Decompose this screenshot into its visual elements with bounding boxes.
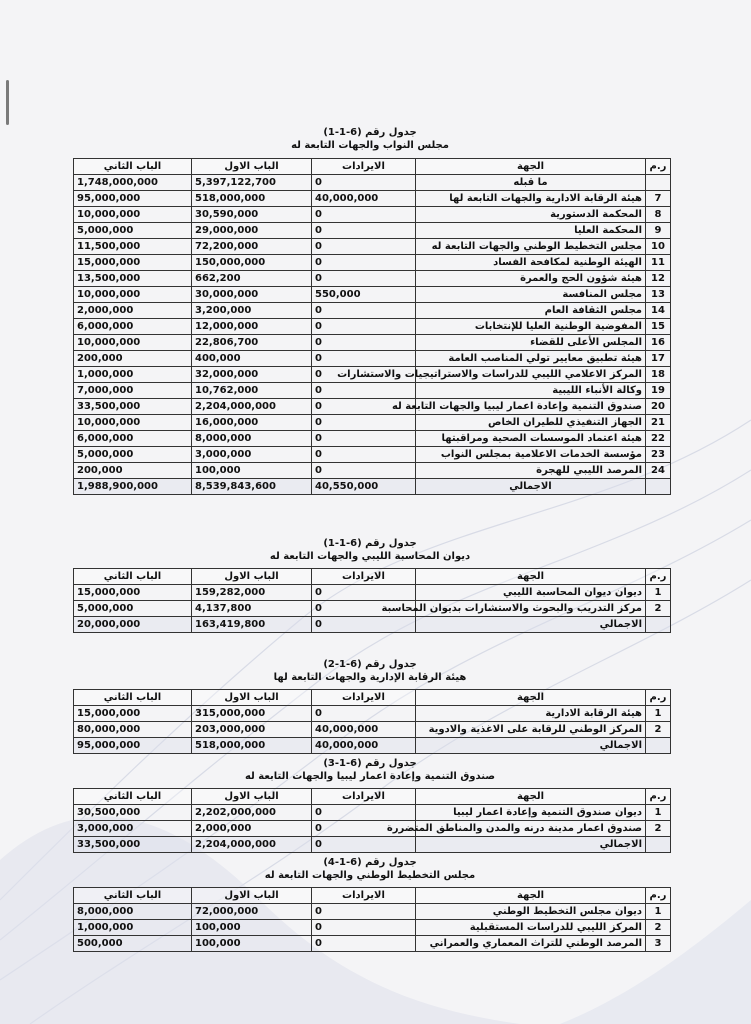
cell-entity: الجهاز التنفيذي للطيران الخاص <box>416 415 646 431</box>
cell-idx: 19 <box>646 383 671 399</box>
cell-chapter1: 12,000,000 <box>192 319 312 335</box>
cell-entity: المفوضية الوطنية العليا للإنتخابات <box>416 319 646 335</box>
cell-chapter2: 200,000 <box>74 351 192 367</box>
table-row-total <box>74 738 671 754</box>
table-row <box>74 447 671 463</box>
cell-idx: 24 <box>646 463 671 479</box>
cell-entity: مجلس الثقافة العام <box>416 303 646 319</box>
cell-chapter2: 95,000,000 <box>74 738 192 754</box>
col-header-chapter1: الباب الاول <box>192 789 312 805</box>
cell-revenue: 0 <box>312 335 416 351</box>
table3-title: هيئة الرقابة الإدارية والجهات التابعة لها <box>273 672 467 683</box>
cell-idx: 1 <box>646 706 671 722</box>
cell-idx: 8 <box>646 207 671 223</box>
cell-chapter2: 1,988,900,000 <box>74 479 192 495</box>
cell-revenue: 40,000,000 <box>312 738 416 754</box>
table-row <box>74 239 671 255</box>
cell-chapter2: 10,000,000 <box>74 207 192 223</box>
cell-chapter2: 7,000,000 <box>74 383 192 399</box>
table-row-total <box>74 479 671 495</box>
cell-idx: 1 <box>646 805 671 821</box>
col-header-entity: الجهة <box>416 690 646 706</box>
cell-chapter2: 2,000,000 <box>74 303 192 319</box>
table3 <box>73 689 671 754</box>
col-header-revenue: الايرادات <box>312 888 416 904</box>
col-header-idx: ر.م <box>646 789 671 805</box>
cell-entity: هيئة اعتماد الموسسات الصحية ومراقبتها <box>416 431 646 447</box>
table-row <box>74 585 671 601</box>
table4-number: جدول رقم (6-1-3) <box>323 758 417 769</box>
col-header-entity: الجهة <box>416 159 646 175</box>
cell-revenue: 40,000,000 <box>312 722 416 738</box>
cell-revenue: 0 <box>312 585 416 601</box>
cell-revenue: 0 <box>312 617 416 633</box>
cell-entity: المركز الوطني للرقابة على الاغذية والادوية <box>416 722 646 738</box>
cell-idx: 2 <box>646 722 671 738</box>
cell-revenue: 0 <box>312 175 416 191</box>
cell-entity: هيئة الرقابة الادارية <box>416 706 646 722</box>
table5-title: مجلس التخطيط الوطني والجهات التابعة له <box>264 870 476 881</box>
cell-revenue: 0 <box>312 415 416 431</box>
cell-chapter2: 6,000,000 <box>74 319 192 335</box>
cell-idx: 11 <box>646 255 671 271</box>
cell-chapter1: 22,806,700 <box>192 335 312 351</box>
cell-chapter1: 72,000,000 <box>192 904 312 920</box>
cell-idx: 7 <box>646 191 671 207</box>
cell-revenue: 0 <box>312 936 416 952</box>
cell-chapter1: 30,590,000 <box>192 207 312 223</box>
table-row <box>74 383 671 399</box>
cell-entity: المركز الليبي للدراسات المستقبلية <box>416 920 646 936</box>
cell-chapter1: 100,000 <box>192 920 312 936</box>
cell-chapter2: 1,000,000 <box>74 367 192 383</box>
table-row <box>74 319 671 335</box>
table5 <box>73 887 671 952</box>
cell-revenue: 0 <box>312 821 416 837</box>
table-row <box>74 223 671 239</box>
cell-chapter2: 11,500,000 <box>74 239 192 255</box>
cell-chapter2: 500,000 <box>74 936 192 952</box>
table3-number: جدول رقم (6-1-2) <box>323 659 417 670</box>
cell-chapter2: 6,000,000 <box>74 431 192 447</box>
cell-idx: 20 <box>646 399 671 415</box>
cell-chapter1: 518,000,000 <box>192 191 312 207</box>
cell-entity: ديوان مجلس التخطيط الوطني <box>416 904 646 920</box>
table4 <box>73 788 671 853</box>
cell-entity: مجلس التخطيط الوطني والجهات التابعة له <box>416 239 646 255</box>
cell-chapter2: 15,000,000 <box>74 255 192 271</box>
table-header <box>74 690 671 706</box>
table-row <box>74 351 671 367</box>
col-header-chapter1: الباب الاول <box>192 569 312 585</box>
cell-idx: 13 <box>646 287 671 303</box>
table-row <box>74 920 671 936</box>
cell-revenue: 0 <box>312 207 416 223</box>
cell-chapter2: 3,000,000 <box>74 821 192 837</box>
cell-chapter1: 100,000 <box>192 936 312 952</box>
cell-revenue: 0 <box>312 239 416 255</box>
cell-chapter1: 2,204,000,000 <box>192 399 312 415</box>
cell-chapter2: 5,000,000 <box>74 447 192 463</box>
table1-title: مجلس النواب والجهات التابعة له <box>291 140 449 151</box>
col-header-entity: الجهة <box>416 888 646 904</box>
cell-idx <box>646 479 671 495</box>
cell-chapter1: 30,000,000 <box>192 287 312 303</box>
cell-idx <box>646 175 671 191</box>
cell-chapter1: 8,539,843,600 <box>192 479 312 495</box>
cell-revenue: 0 <box>312 904 416 920</box>
cell-revenue: 0 <box>312 319 416 335</box>
col-header-idx: ر.م <box>646 690 671 706</box>
cell-chapter2: 15,000,000 <box>74 585 192 601</box>
table-row <box>74 367 671 383</box>
col-header-idx: ر.م <box>646 569 671 585</box>
cell-revenue: 0 <box>312 255 416 271</box>
cell-revenue: 0 <box>312 706 416 722</box>
cell-chapter2: 5,000,000 <box>74 223 192 239</box>
cell-entity: الاجمالي <box>416 617 646 633</box>
cell-entity: المركز الاعلامي الليبي للدراسات والاستراتيجيات والاستشارات <box>416 367 646 383</box>
col-header-chapter2: الباب الثاني <box>74 569 192 585</box>
col-header-chapter2: الباب الثاني <box>74 159 192 175</box>
cell-idx: 1 <box>646 585 671 601</box>
cell-entity: مؤسسة الخدمات الاعلامية بمجلس النواب <box>416 447 646 463</box>
cell-entity: ديوان صندوق التنمية وإعادة اعمار ليبيا <box>416 805 646 821</box>
cell-entity: هيئة شؤون الحج والعمرة <box>416 271 646 287</box>
table-row <box>74 303 671 319</box>
table-row <box>74 904 671 920</box>
table5-number: جدول رقم (6-1-4) <box>323 857 417 868</box>
col-header-chapter2: الباب الثاني <box>74 789 192 805</box>
cell-entity: المحكمة الدستورية <box>416 207 646 223</box>
cell-revenue: 0 <box>312 447 416 463</box>
col-header-chapter1: الباب الاول <box>192 159 312 175</box>
cell-revenue: 0 <box>312 223 416 239</box>
cell-idx: 16 <box>646 335 671 351</box>
col-header-chapter2: الباب الثاني <box>74 888 192 904</box>
col-header-chapter2: الباب الثاني <box>74 690 192 706</box>
cell-revenue: 550,000 <box>312 287 416 303</box>
col-header-revenue: الايرادات <box>312 690 416 706</box>
cell-idx: 12 <box>646 271 671 287</box>
cell-idx: 10 <box>646 239 671 255</box>
cell-revenue: 0 <box>312 351 416 367</box>
col-header-revenue: الايرادات <box>312 789 416 805</box>
table-row <box>74 287 671 303</box>
cell-idx <box>646 617 671 633</box>
cell-idx: 9 <box>646 223 671 239</box>
cell-chapter1: 8,000,000 <box>192 431 312 447</box>
col-header-entity: الجهة <box>416 569 646 585</box>
cell-chapter2: 1,748,000,000 <box>74 175 192 191</box>
cell-idx: 17 <box>646 351 671 367</box>
cell-chapter1: 400,000 <box>192 351 312 367</box>
cell-entity: المرصد الوطني للتراث المعماري والعمراني <box>416 936 646 952</box>
col-header-idx: ر.م <box>646 888 671 904</box>
cell-chapter1: 10,762,000 <box>192 383 312 399</box>
cell-revenue: 0 <box>312 399 416 415</box>
table4-title: صندوق التنمية وإعادة اعمار ليبيا والجهات التابعة له <box>244 771 496 782</box>
cell-entity: ما قبله <box>416 175 646 191</box>
table-row-prior <box>74 175 671 191</box>
cell-chapter1: 2,204,000,000 <box>192 837 312 853</box>
table-row-total <box>74 837 671 853</box>
cell-revenue: 0 <box>312 601 416 617</box>
table-header <box>74 789 671 805</box>
cell-entity: الاجمالي <box>416 837 646 853</box>
table-header <box>74 888 671 904</box>
col-header-chapter1: الباب الاول <box>192 888 312 904</box>
cell-chapter2: 95,000,000 <box>74 191 192 207</box>
cell-chapter1: 5,397,122,700 <box>192 175 312 191</box>
cell-idx <box>646 738 671 754</box>
cell-chapter1: 3,000,000 <box>192 447 312 463</box>
cell-entity: المرصد الليبي للهجرة <box>416 463 646 479</box>
table1-number: جدول رقم (6-1-1) <box>323 127 417 138</box>
col-header-revenue: الايرادات <box>312 569 416 585</box>
cell-entity: الاجمالي <box>416 738 646 754</box>
table-row <box>74 255 671 271</box>
cell-chapter1: 32,000,000 <box>192 367 312 383</box>
cell-revenue: 0 <box>312 431 416 447</box>
cell-idx <box>646 837 671 853</box>
table-header <box>74 569 671 585</box>
cell-revenue: 0 <box>312 805 416 821</box>
table-row <box>74 335 671 351</box>
table-row <box>74 431 671 447</box>
cell-entity: هيئة تطبيق معايير تولي المناصب العامة <box>416 351 646 367</box>
table-row <box>74 706 671 722</box>
table-row <box>74 722 671 738</box>
cell-idx: 18 <box>646 367 671 383</box>
table-row <box>74 936 671 952</box>
cell-entity: وكالة الأنباء الليبية <box>416 383 646 399</box>
cell-chapter2: 200,000 <box>74 463 192 479</box>
col-header-entity: الجهة <box>416 789 646 805</box>
cell-chapter1: 4,137,800 <box>192 601 312 617</box>
cell-idx: 22 <box>646 431 671 447</box>
cell-chapter1: 163,419,800 <box>192 617 312 633</box>
cell-entity: المجلس الأعلى للقضاء <box>416 335 646 351</box>
cell-chapter1: 159,282,000 <box>192 585 312 601</box>
cell-revenue: 0 <box>312 367 416 383</box>
cell-idx: 3 <box>646 936 671 952</box>
table-row-total <box>74 617 671 633</box>
cell-idx: 15 <box>646 319 671 335</box>
cell-idx: 2 <box>646 821 671 837</box>
cell-chapter1: 518,000,000 <box>192 738 312 754</box>
cell-revenue: 0 <box>312 463 416 479</box>
cell-idx: 23 <box>646 447 671 463</box>
cell-revenue: 0 <box>312 920 416 936</box>
table-row <box>74 191 671 207</box>
cell-idx: 21 <box>646 415 671 431</box>
cell-chapter2: 1,000,000 <box>74 920 192 936</box>
cell-entity: الاجمالي <box>416 479 646 495</box>
cell-chapter2: 30,500,000 <box>74 805 192 821</box>
cell-chapter2: 10,000,000 <box>74 287 192 303</box>
cell-entity: المحكمة العليا <box>416 223 646 239</box>
cell-chapter1: 203,000,000 <box>192 722 312 738</box>
table-row <box>74 463 671 479</box>
cell-revenue: 40,000,000 <box>312 191 416 207</box>
table2-title: ديوان المحاسبة الليبي والجهات التابعة له <box>269 551 471 562</box>
cell-chapter2: 5,000,000 <box>74 601 192 617</box>
cell-idx: 2 <box>646 920 671 936</box>
cell-entity: هيئة الرقابة الادارية والجهات التابعة لها <box>416 191 646 207</box>
table-header <box>74 159 671 175</box>
cell-chapter1: 29,000,000 <box>192 223 312 239</box>
cell-revenue: 0 <box>312 837 416 853</box>
cell-revenue: 40,550,000 <box>312 479 416 495</box>
cell-chapter1: 72,200,000 <box>192 239 312 255</box>
cell-idx: 2 <box>646 601 671 617</box>
table-row <box>74 601 671 617</box>
table-row <box>74 805 671 821</box>
cell-chapter1: 16,000,000 <box>192 415 312 431</box>
cell-chapter2: 80,000,000 <box>74 722 192 738</box>
cell-chapter1: 100,000 <box>192 463 312 479</box>
cell-entity: صندوق اعمار مدينة درنه والمدن والمناطق المتضررة <box>416 821 646 837</box>
table-row <box>74 821 671 837</box>
cell-chapter1: 3,200,000 <box>192 303 312 319</box>
col-header-idx: ر.م <box>646 159 671 175</box>
cell-idx: 14 <box>646 303 671 319</box>
table-row <box>74 415 671 431</box>
cell-chapter1: 150,000,000 <box>192 255 312 271</box>
cell-entity: صندوق التنمية وإعادة اعمار ليبيا والجهات التابعة له <box>416 399 646 415</box>
cell-chapter2: 33,500,000 <box>74 399 192 415</box>
cell-chapter1: 315,000,000 <box>192 706 312 722</box>
cell-idx: 1 <box>646 904 671 920</box>
cell-entity: مجلس المنافسة <box>416 287 646 303</box>
cell-entity: ديوان ديوان المحاسبة الليبي <box>416 585 646 601</box>
cell-chapter2: 13,500,000 <box>74 271 192 287</box>
table1 <box>73 158 671 495</box>
cell-entity: مركز التدريب والبحوث والاستشارات بديوان المحاسبة <box>416 601 646 617</box>
col-header-chapter1: الباب الاول <box>192 690 312 706</box>
cell-chapter1: 2,000,000 <box>192 821 312 837</box>
table-row <box>74 271 671 287</box>
cell-revenue: 0 <box>312 271 416 287</box>
cell-revenue: 0 <box>312 303 416 319</box>
cell-chapter2: 15,000,000 <box>74 706 192 722</box>
col-header-revenue: الايرادات <box>312 159 416 175</box>
cell-chapter2: 8,000,000 <box>74 904 192 920</box>
cell-revenue: 0 <box>312 383 416 399</box>
scrollbar-thumb[interactable] <box>6 80 9 125</box>
table-row <box>74 399 671 415</box>
cell-chapter2: 33,500,000 <box>74 837 192 853</box>
table2-number: جدول رقم (6-1-1) <box>323 538 417 549</box>
cell-chapter2: 10,000,000 <box>74 415 192 431</box>
cell-chapter1: 2,202,000,000 <box>192 805 312 821</box>
table-row <box>74 207 671 223</box>
cell-chapter2: 20,000,000 <box>74 617 192 633</box>
cell-chapter2: 10,000,000 <box>74 335 192 351</box>
cell-chapter1: 662,200 <box>192 271 312 287</box>
table2 <box>73 568 671 633</box>
cell-entity: الهيئة الوطنية لمكافحة الفساد <box>416 255 646 271</box>
